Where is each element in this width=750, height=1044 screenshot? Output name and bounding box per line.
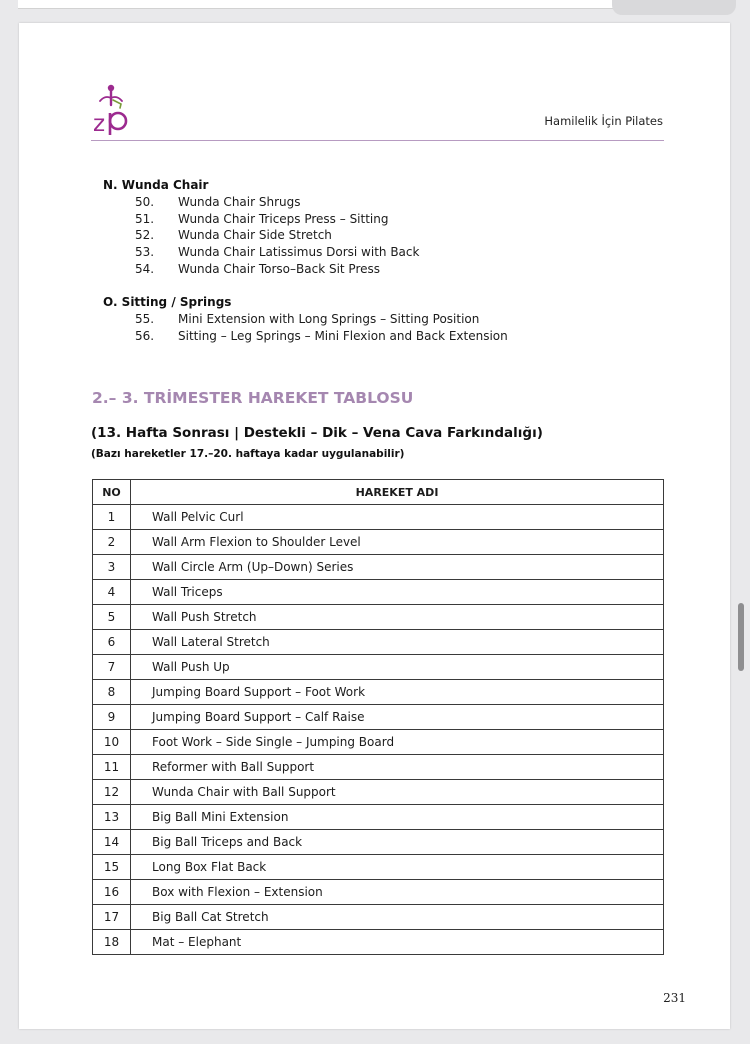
row-number: 10	[93, 730, 131, 755]
row-number: 7	[93, 655, 131, 680]
table-row	[93, 555, 664, 580]
row-number: 3	[93, 555, 131, 580]
trimester-note: (Bazı hareketler 17.–20. haftaya kadar uygulanabilir)	[91, 448, 405, 460]
table-row	[93, 780, 664, 805]
section-heading: N. Wunda Chair	[103, 178, 209, 192]
book-title: Hamilelik İçin Pilates	[544, 114, 663, 128]
list-item: 54. Wunda Chair Torso–Back Sit Press	[135, 262, 381, 276]
row-name: Wall Push Stretch	[131, 605, 664, 630]
column-header-name: HAREKET ADI	[131, 480, 664, 505]
row-name: Foot Work – Side Single – Jumping Board	[131, 730, 664, 755]
row-name: Big Ball Triceps and Back	[131, 830, 664, 855]
row-name: Wall Lateral Stretch	[131, 630, 664, 655]
document-page	[19, 23, 730, 1029]
row-name: Long Box Flat Back	[131, 855, 664, 880]
row-number: 2	[93, 530, 131, 555]
viewer-tab	[612, 0, 736, 15]
row-name: Wall Arm Flexion to Shoulder Level	[131, 530, 664, 555]
row-number: 12	[93, 780, 131, 805]
table-row	[93, 930, 664, 955]
table-row	[93, 830, 664, 855]
table-row	[93, 605, 664, 630]
row-name: Wall Triceps	[131, 580, 664, 605]
row-name: Box with Flexion – Extension	[131, 880, 664, 905]
table-row	[93, 580, 664, 605]
list-item: 51. Wunda Chair Triceps Press – Sitting	[135, 212, 389, 226]
trimester-title: 2.– 3. TRİMESTER HAREKET TABLOSU	[92, 389, 414, 407]
row-number: 13	[93, 805, 131, 830]
row-name: Jumping Board Support – Calf Raise	[131, 705, 664, 730]
table-row	[93, 630, 664, 655]
row-number: 1	[93, 505, 131, 530]
list-item: 50. Wunda Chair Shrugs	[135, 195, 301, 209]
row-name: Wall Circle Arm (Up–Down) Series	[131, 555, 664, 580]
zp-logo-icon	[91, 83, 131, 135]
table-row	[93, 680, 664, 705]
row-number: 17	[93, 905, 131, 930]
table-row	[93, 655, 664, 680]
trimester-subtitle: (13. Hafta Sonrası | Destekli – Dik – Vena Cava Farkındalığı)	[91, 425, 543, 441]
row-number: 18	[93, 930, 131, 955]
table-row	[93, 855, 664, 880]
row-number: 6	[93, 630, 131, 655]
row-name: Jumping Board Support – Foot Work	[131, 680, 664, 705]
row-name: Reformer with Ball Support	[131, 755, 664, 780]
row-number: 5	[93, 605, 131, 630]
svg-text:z: z	[93, 111, 106, 135]
table-row	[93, 505, 664, 530]
row-number: 16	[93, 880, 131, 905]
row-number: 15	[93, 855, 131, 880]
list-item: 52. Wunda Chair Side Stretch	[135, 228, 332, 242]
row-number: 9	[93, 705, 131, 730]
table-row	[93, 905, 664, 930]
scrollbar-thumb[interactable]	[738, 603, 744, 671]
row-number: 8	[93, 680, 131, 705]
row-name: Wall Push Up	[131, 655, 664, 680]
row-number: 11	[93, 755, 131, 780]
row-number: 14	[93, 830, 131, 855]
row-number: 4	[93, 580, 131, 605]
column-header-no: NO	[93, 480, 131, 505]
movement-table	[92, 479, 664, 955]
table-header-row	[93, 480, 664, 505]
section-heading: O. Sitting / Springs	[103, 295, 232, 309]
header-divider	[91, 140, 664, 141]
list-item: 56. Sitting – Leg Springs – Mini Flexion and Back Extension	[135, 329, 508, 343]
row-name: Big Ball Mini Extension	[131, 805, 664, 830]
row-name: Wunda Chair with Ball Support	[131, 780, 664, 805]
table-row	[93, 880, 664, 905]
row-name: Mat – Elephant	[131, 930, 664, 955]
table-row	[93, 705, 664, 730]
table-row	[93, 730, 664, 755]
page-number: 231	[663, 991, 686, 1005]
row-name: Big Ball Cat Stretch	[131, 905, 664, 930]
table-row	[93, 530, 664, 555]
list-item: 55. Mini Extension with Long Springs – Sitting Position	[135, 312, 480, 326]
row-name: Wall Pelvic Curl	[131, 505, 664, 530]
table-row	[93, 755, 664, 780]
table-row	[93, 805, 664, 830]
list-item: 53. Wunda Chair Latissimus Dorsi with Back	[135, 245, 420, 259]
